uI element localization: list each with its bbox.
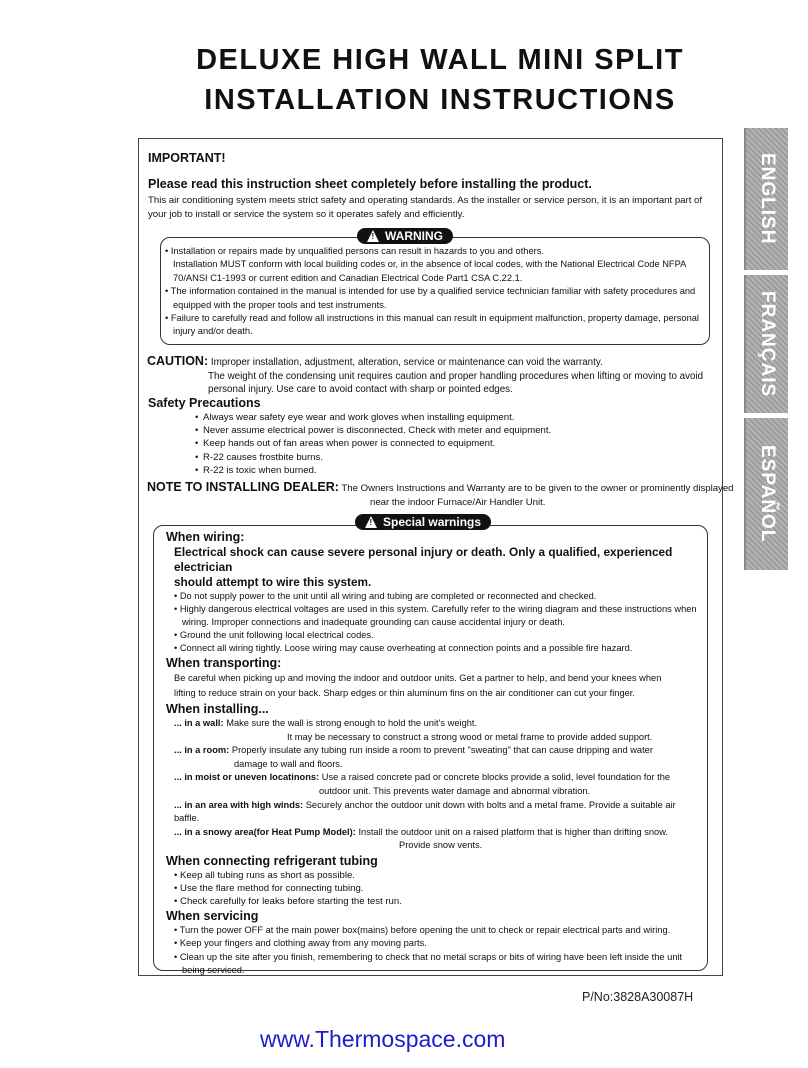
website-url[interactable]: www.Thermospace.com [260, 1026, 506, 1052]
dealer-note: NOTE TO INSTALLING DEALER: The Owners Instructions and Warranty are to be given to the owner or prominently displayed near the indoor Furnace/Air Handler Unit. [147, 480, 734, 508]
tab-english[interactable]: ENGLISH [744, 128, 788, 270]
special-warnings-content: When wiring: Electrical shock can cause severe personal injury or death. Only a qualified, experienced electrician should attempt to wire this system. • Do not supply power to the unit until all wiring and tubing are completed or reconnected and checked. • Highly dangerous electrical voltages are used in this system. Carefully refer to the wiring diagram and these instructions when wiring. Improper connections and inadequate grounding can cause accidental injury or death. • Ground the unit following local electrical codes. • Connect all wiring tightly. Loose wiring may cause overheating at connection points and a possible fire hazard. When transporting: Be careful when picking up and moving the indoor and outdoor units. Get a partner to help, and bend your knees when lifting to reduce strain on your back. Sharp edges or thin aluminum fins on the air conditioner can cut your finger. When installing... ... in a wall: Make sure the wall is strong enough to hold the unit's weight. It may be necessary to construct a strong wood or metal frame to provide added support. ... in a room: Properly insulate any tubing run inside a room to prevent "sweating" that can cause dripping and water damage to wall and floors. ... in moist or uneven locatinons: Use a raised concrete pad or concrete blocks provide a solid, level foundation for the outdoor unit. This prevents water damage and abnormal vibration. ... in an area with high winds: Securely anchor the outdoor unit down with bolts and a metal frame. Provide a suitable air baffle. ... in a snowy area(for Heat Pump Model): Install the outdoor unit on a raised platform that is higher than drifting snow. Provide snow vents. When connecting refrigerant tubing • Keep all tubing runs as short as possible. • Use the flare method for connecting tubing. • Check carefully for leaks before starting the test run. When servicing • Turn the power OFF at the main power box(mains) before opening the unit to check or repair electrical parts and wiring. • Keep your fingers and clothing away from any moving parts. • Clean up the site after you finish, remembering to check that no metal scraps or bits of wiring have been left inside the unit being serviced. [166, 530, 701, 978]
wiring-heading: When wiring: [166, 530, 245, 544]
warning-badge: ! WARNING [357, 228, 453, 244]
document-title-line1: DELUXE HIGH WALL MINI SPLIT [196, 44, 684, 76]
important-label: IMPORTANT! [148, 151, 226, 165]
list-item: • Keep hands out of fan areas when power is connected to equipment. [195, 437, 551, 450]
safety-heading: Safety Precautions [148, 396, 261, 410]
tab-espanol[interactable]: ESPAÑOL [744, 418, 788, 570]
caution-label: CAUTION: [147, 354, 209, 368]
list-item: • Keep all tubing runs as short as possible. [174, 869, 355, 881]
document-title-line2: INSTALLATION INSTRUCTIONS [204, 84, 676, 116]
warning-list: • Installation or repairs made by unqualified persons can result in hazards to you and others. Installation MUST conform with local building codes or, in the absence of local codes, with the National Electrical Code NFPA 70/ANSI C1-1993 or current edition and Canadian Electrical Code Part1 CSA C.22.1. • The information contained in the manual is intended for use by a qualified service technician familiar with safety procedures and equipped with the proper tools and test instruments. • Failure to carefully read and follow all instructions in this manual can result in equipment malfunction, property damage, personal injury and/or death. [165, 246, 699, 337]
installing-heading: When installing... [166, 702, 269, 716]
important-heading: Please read this instruction sheet completely before installing the product. [148, 177, 592, 191]
language-tabs [744, 128, 788, 575]
list-item: • R-22 causes frostbite burns. [195, 451, 551, 464]
tab-francais[interactable]: FRANÇAIS [744, 275, 788, 413]
warning-triangle-icon [367, 230, 380, 242]
list-item: • Never assume electrical power is disconnected. Check with meter and equipment. [195, 424, 551, 437]
list-item: • Always wear safety eye wear and work gloves when installing equipment. [195, 411, 551, 424]
part-number: P/No:3828A30087H [582, 990, 694, 1004]
warning-triangle-icon [365, 516, 378, 528]
special-warnings-badge: ! Special warnings [355, 514, 491, 530]
list-item: • Use the flare method for connecting tubing. [174, 882, 364, 894]
servicing-heading: When servicing [166, 908, 259, 923]
safety-list [195, 411, 551, 477]
caution-block: CAUTION: Improper installation, adjustment, alteration, service or maintenance can void the warranty. The weight of the condensing unit requires caution and proper handling procedures when lifting or moving to avoid personal injury. Use care to avoid contact with sharp or pointed edges. [147, 354, 704, 395]
tubing-heading: When connecting refrigerant tubing [166, 853, 378, 868]
list-item: • R-22 is toxic when burned. [195, 464, 551, 477]
dealer-label: NOTE TO INSTALLING DEALER: [147, 480, 339, 494]
transporting-heading: When transporting: [166, 656, 282, 670]
important-body: This air conditioning system meets strict safety and operating standards. As the installer or service person, it is an important part of your job to install or service the system so it operates safely and efficiently. [148, 195, 703, 220]
list-item: • Check carefully for leaks before starting the test run. [174, 895, 402, 907]
